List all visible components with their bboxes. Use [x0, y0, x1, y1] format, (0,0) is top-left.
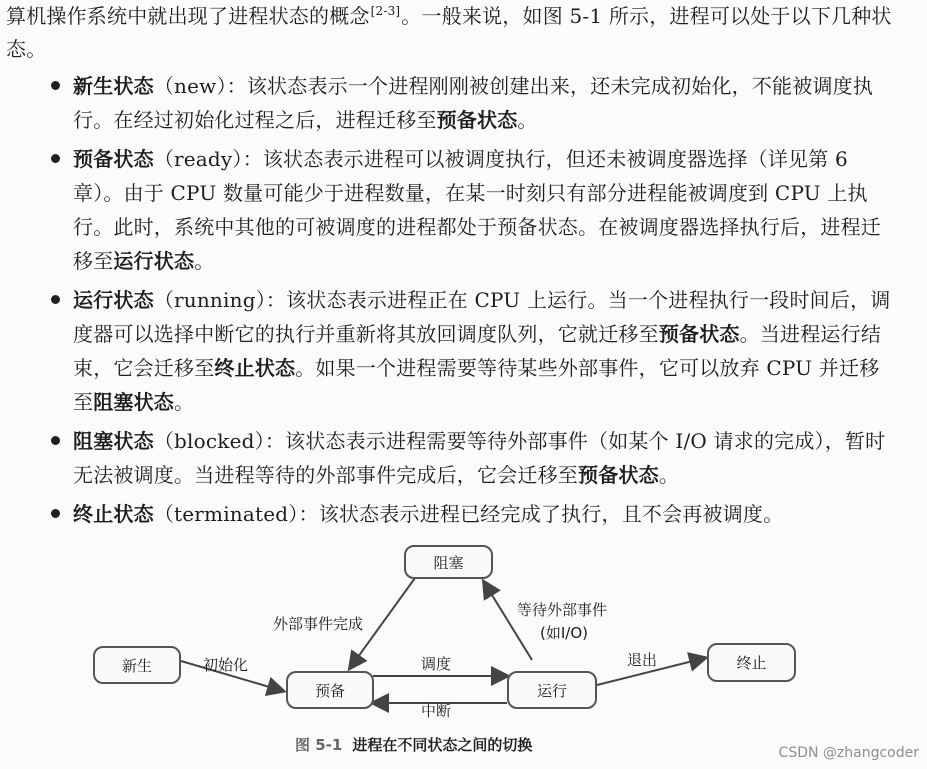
edge-label-dispatch: 调度	[421, 655, 452, 673]
state-desc-running: ：该状态表示进程正在 CPU 上运行。当一个进程执行一段时间后，调度器可以选择中断它的执行并重新将其放回调度队列，它就迁移至	[73, 288, 891, 346]
state-emphasis-running-ready: 预备状态	[658, 322, 740, 346]
intro-text-continuation: 。一般来说，如图 5-1 所示，进程可以处于以下几种状态。	[6, 4, 892, 61]
figure-number: 图 5-1	[295, 736, 343, 754]
state-desc-new: ：该状态表示一个进程刚刚被创建出来，还未完成初始化，不能被调度执行。在经过初始化过程之后，进程迁移至	[73, 74, 874, 132]
state-emphasis-blocked: 预备状态	[578, 463, 659, 487]
state-node-label-new: 新生	[121, 656, 152, 675]
state-term-en-blocked: （blocked）	[153, 429, 265, 453]
state-node-terminated	[707, 643, 796, 682]
state-node-label-ready: 预备	[314, 681, 345, 700]
edge-label-wait-external-example: (如I/O)	[540, 624, 588, 642]
state-tail-ready: 。	[194, 249, 215, 273]
state-desc-ready: ：该状态表示进程可以被调度执行，但还未被调度器选择（详见第 6 章）。由于 CPU 数量可能少于进程数量，在某一时刻只有部分进程能被调度到 CPU 上执行。此时，系统中其他的可被调度的进程都处于预备状态。在被调度器选择执行后，进程迁移至	[73, 147, 881, 273]
state-tail-running: 。	[174, 390, 195, 414]
edge-label-init: 初始化	[203, 656, 249, 674]
arrow-running-to-blocked	[484, 582, 532, 660]
state-term-en-running: （running）	[153, 288, 266, 312]
state-tail-new: 。	[517, 108, 538, 132]
state-term-ready: 预备状态	[73, 147, 154, 171]
state-tail-blocked: 。	[658, 463, 680, 487]
state-term-en-terminated: （terminated）	[153, 502, 299, 526]
state-emphasis-running-blocked: 阻塞状态	[93, 390, 175, 414]
state-node-blocked	[404, 545, 493, 579]
state-term-new: 新生状态	[73, 74, 154, 98]
reference-marker: [2-3]	[370, 4, 401, 19]
state-emphasis-new: 预备状态	[436, 108, 518, 132]
state-term-terminated: 终止状态	[73, 502, 154, 526]
intro-text: 算机操作系统中就出现了进程状态的概念	[6, 4, 370, 28]
list-item-terminated-state	[48, 497, 893, 531]
state-middle2-running: 。如果一个进程需要等待某些外部事件，它可以放弃 CPU 并迁移至	[73, 356, 880, 414]
state-node-ready	[286, 671, 374, 709]
state-node-label-blocked: 阻塞	[433, 553, 464, 572]
state-emphasis-ready: 运行状态	[113, 249, 195, 273]
state-node-running	[507, 671, 597, 709]
list-item-new-state	[48, 69, 893, 137]
edge-label-external-done: 外部事件完成	[273, 615, 364, 633]
list-item-running-state	[48, 283, 893, 419]
list-item-blocked-state	[48, 424, 893, 492]
state-node-new	[93, 646, 181, 684]
edge-label-interrupt: 中断	[421, 702, 452, 720]
edge-label-exit: 退出	[627, 651, 658, 669]
state-emphasis-running-terminated: 终止状态	[214, 356, 296, 380]
state-desc-terminated: ：该状态表示进程已经完成了执行，且不会再被调度。	[298, 502, 784, 526]
state-middle-running: 。当进程运行结束，它会迁移至	[73, 322, 882, 380]
state-list	[48, 69, 893, 536]
intro-paragraph	[6, 0, 911, 66]
state-term-en-new: （new）	[153, 74, 227, 98]
state-node-label-running: 运行	[536, 681, 567, 700]
list-item-ready-state	[48, 142, 893, 278]
figure-title: 进程在不同状态之间的切换	[352, 736, 533, 754]
state-desc-blocked: ：该状态表示进程需要等待外部事件（如某个 I/O 请求的完成），暂时无法被调度。当进程等待的外部事件完成后，它会迁移至	[73, 429, 886, 487]
state-term-blocked: 阻塞状态	[73, 429, 154, 453]
watermark: CSDN @zhangcoder	[778, 745, 919, 761]
figure-caption	[295, 734, 532, 755]
edge-label-wait-external: 等待外部事件	[517, 601, 608, 619]
state-term-en-ready: （ready）	[153, 147, 243, 171]
state-node-label-terminated: 终止	[736, 654, 767, 672]
state-term-running: 运行状态	[73, 288, 154, 312]
